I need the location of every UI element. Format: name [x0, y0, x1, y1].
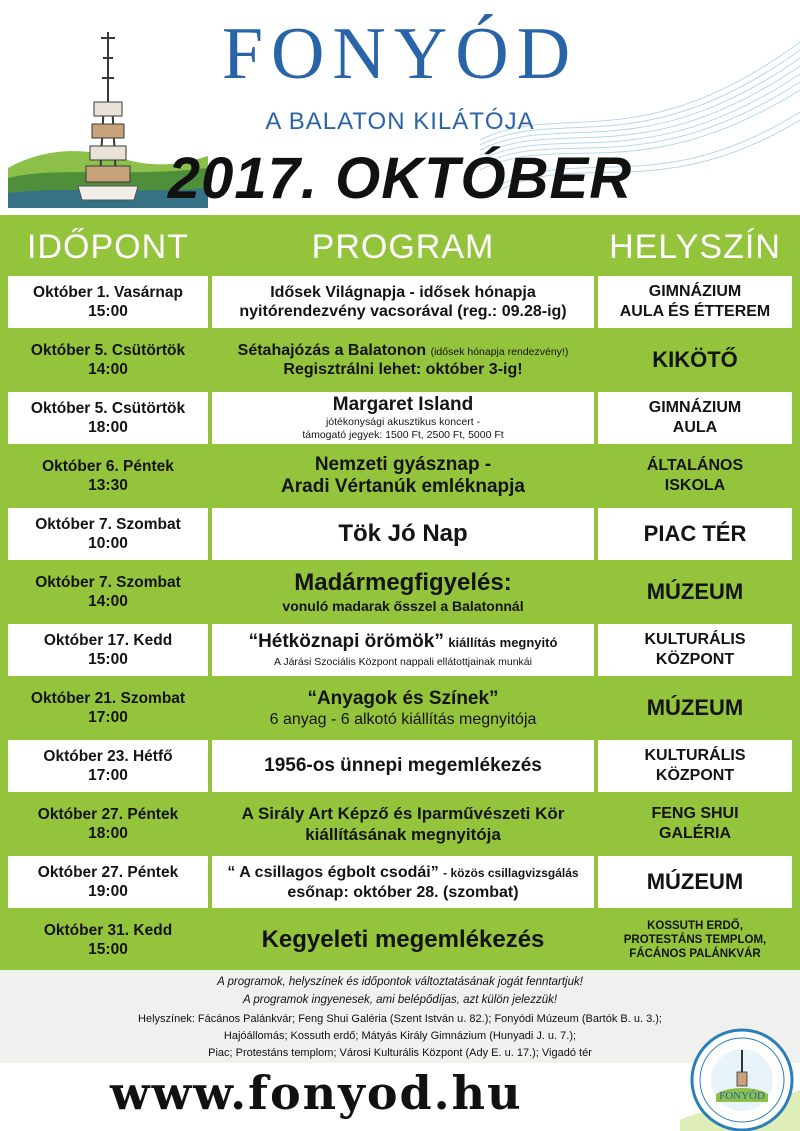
program-cell — [212, 334, 594, 386]
event-time: 18:00 — [88, 825, 128, 842]
locations-line-3: Piac; Protestáns templom; Városi Kulturális Központ (Ady E. u. 17.); Vigadó tér — [208, 1047, 592, 1059]
table-row — [0, 740, 800, 792]
column-header-place: HELYSZÍN — [609, 228, 781, 266]
event-date: Október 1. Vasárnap — [33, 284, 183, 301]
place-cell — [598, 856, 792, 908]
table-row — [0, 624, 800, 676]
place-cell — [598, 740, 792, 792]
event-detail-2: támogató jegyek: 1500 Ft, 2500 Ft, 5000 Ft — [302, 429, 504, 441]
event-time: 15:00 — [88, 941, 128, 958]
event-title: “Hétköznapi örömök” — [248, 630, 444, 652]
event-place: KOSSUTH ERDŐ, — [647, 920, 743, 932]
event-detail: jótékonysági akusztikus koncert - — [325, 416, 481, 428]
event-date: Október 17. Kedd — [43, 632, 173, 649]
event-time: 14:00 — [88, 593, 128, 610]
event-detail: 6 anyag - 6 alkotó kiállítás megnyitója — [269, 710, 537, 728]
event-note: (idősek hónapja rendezvény!) — [430, 346, 569, 358]
header — [0, 0, 800, 215]
event-detail: esőnap: október 28. (szombat) — [287, 883, 519, 901]
month-title: 2017. OKTÓBER — [167, 146, 633, 211]
date-cell — [8, 276, 208, 328]
locations-line-2: Hajóállomás; Kossuth erdő; Mátyás Király Gimnázium (Hunyadi J. u. 7.); — [223, 1030, 577, 1042]
place-cell — [598, 334, 792, 386]
event-date: Október 5. Csütörtök — [30, 400, 186, 417]
event-title-line — [238, 341, 569, 360]
program-cell — [212, 682, 594, 734]
event-time: 18:00 — [88, 419, 128, 436]
city-seal-icon — [680, 1010, 800, 1131]
column-header-program: PROGRAM — [311, 228, 495, 266]
event-date: Október 7. Szombat — [35, 516, 181, 533]
event-time: 17:00 — [88, 767, 128, 784]
event-time: 15:00 — [88, 303, 128, 320]
date-cell — [8, 682, 208, 734]
event-place-detail: PROTESTÁNS TEMPLOM, — [623, 934, 767, 946]
event-note: - közös csillagvizsgálás — [443, 865, 579, 880]
event-time: 17:00 — [88, 709, 128, 726]
note-free-programs: A programok ingyenesek, ami belépődíjas, azt külön jelezzük! — [242, 994, 558, 1006]
event-place: GIMNÁZIUM — [648, 283, 742, 300]
place-cell — [598, 798, 792, 850]
event-date: Október 23. Hétfő — [43, 748, 173, 765]
date-cell — [8, 856, 208, 908]
program-cell — [212, 566, 594, 618]
date-cell — [8, 334, 208, 386]
event-place: FENG SHUI — [651, 805, 739, 822]
event-place: KIKÖTŐ — [652, 347, 738, 372]
event-title: A Sirály Art Képző és Iparművészeti Kör — [241, 804, 565, 823]
table-row — [0, 914, 800, 966]
event-date: Október 21. Szombat — [30, 690, 186, 707]
place-cell — [598, 624, 792, 676]
event-title: “ A csillagos égbolt csodái” — [227, 863, 439, 881]
program-cell — [212, 450, 594, 502]
event-detail: Aradi Vértanúk emléknapja — [281, 476, 525, 497]
program-cell — [212, 914, 594, 966]
date-cell — [8, 740, 208, 792]
event-detail: A Járási Szociális Központ nappali ellátottjainak munkái — [274, 655, 532, 668]
city-subtitle: A BALATON KILÁTÓJA — [265, 108, 535, 135]
event-place-detail-2: FÁCÁNOS PALÁNKVÁR — [629, 948, 761, 960]
program-cell — [212, 392, 594, 444]
event-place: KULTURÁLIS — [644, 631, 746, 648]
event-place-detail: AULA ÉS ÉTTEREM — [619, 303, 771, 320]
event-place: MÚZEUM — [646, 869, 744, 894]
table-row — [0, 856, 800, 908]
event-title: Nemzeti gyásznap - — [314, 454, 492, 475]
date-cell — [8, 450, 208, 502]
note-change-rights: A programok, helyszínek és időpontok változtatásának jogát fenntartjuk! — [217, 976, 583, 988]
event-title: 1956-os ünnepi megemlékezés — [264, 755, 542, 776]
event-table — [0, 215, 800, 970]
place-cell — [598, 914, 792, 966]
event-title: Sétahajózás a Balatonon — [237, 342, 427, 359]
date-cell — [8, 392, 208, 444]
event-title-line — [249, 632, 558, 652]
event-title: Madármegfigyelés: — [294, 568, 512, 596]
event-place-detail: ISKOLA — [664, 477, 726, 494]
place-cell — [598, 392, 792, 444]
program-cell — [212, 508, 594, 560]
event-title: Kegyeleti megemlékezés — [261, 926, 545, 953]
event-title: Margaret Island — [332, 394, 474, 415]
event-place: GIMNÁZIUM — [648, 399, 742, 416]
event-place: PIAC TÉR — [643, 521, 747, 546]
event-date: Október 31. Kedd — [43, 922, 173, 939]
table-row — [0, 508, 800, 560]
event-note: kiállítás megnyitó — [448, 634, 558, 650]
seal-text: FONYÓD — [719, 1090, 765, 1102]
event-place-detail: AULA — [672, 419, 718, 436]
date-cell — [8, 624, 208, 676]
date-cell — [8, 508, 208, 560]
event-title: Tök Jó Nap — [338, 520, 468, 547]
event-place: ÁLTALÁNOS — [646, 457, 744, 474]
place-cell — [598, 276, 792, 328]
event-title-line — [227, 863, 578, 883]
program-cell — [212, 624, 594, 676]
event-title: Idősek Világnapja - idősek hónapja — [270, 284, 536, 301]
place-cell — [598, 508, 792, 560]
event-time: 14:00 — [88, 361, 128, 378]
date-cell — [8, 566, 208, 618]
website-url[interactable]: www.fonyod.hu — [110, 1066, 523, 1120]
table-row — [0, 798, 800, 850]
program-cell — [212, 276, 594, 328]
place-cell — [598, 682, 792, 734]
event-detail: nyitórendezvény vacsorával (reg.: 09.28-ig) — [239, 303, 567, 320]
table-row — [0, 334, 800, 386]
event-place: MÚZEUM — [646, 695, 744, 720]
event-date: Október 6. Péntek — [42, 458, 174, 475]
event-date: Október 27. Péntek — [37, 864, 179, 881]
table-row — [0, 392, 800, 444]
event-time: 13:30 — [88, 477, 128, 494]
event-date: Október 5. Csütörtök — [30, 342, 186, 359]
table-row — [0, 566, 800, 618]
table-row — [0, 450, 800, 502]
table-row — [0, 682, 800, 734]
event-place: MÚZEUM — [646, 579, 744, 604]
city-title: FONYÓD — [221, 13, 579, 95]
program-cell — [212, 798, 594, 850]
event-date: Október 27. Péntek — [37, 806, 179, 823]
event-detail: kiállításának megnyitója — [305, 825, 501, 844]
date-cell — [8, 914, 208, 966]
table-row — [0, 276, 800, 328]
event-place-detail: KÖZPONT — [655, 651, 735, 668]
event-detail: vonuló madarak ősszel a Balatonnál — [282, 597, 524, 614]
event-date: Október 7. Szombat — [35, 574, 181, 591]
program-cell — [212, 856, 594, 908]
locations-line-1: Helyszínek: Fácános Palánkvár; Feng Shui Galéria (Szent István u. 82.); Fonyódi Múzeum (Bartók B. u. 3.); — [138, 1013, 662, 1025]
program-cell — [212, 740, 594, 792]
event-place-detail: GALÉRIA — [659, 825, 731, 842]
event-time: 10:00 — [88, 535, 128, 552]
event-time: 15:00 — [88, 651, 128, 668]
column-header-date: IDŐPONT — [27, 228, 189, 266]
event-detail: Regisztrálni lehet: október 3-ig! — [283, 361, 523, 378]
event-time: 19:00 — [88, 883, 128, 900]
date-cell — [8, 798, 208, 850]
event-place: KULTURÁLIS — [644, 747, 746, 764]
place-cell — [598, 566, 792, 618]
place-cell — [598, 450, 792, 502]
event-place-detail: KÖZPONT — [655, 767, 735, 784]
event-title: “Anyagok és Színek” — [307, 687, 499, 709]
